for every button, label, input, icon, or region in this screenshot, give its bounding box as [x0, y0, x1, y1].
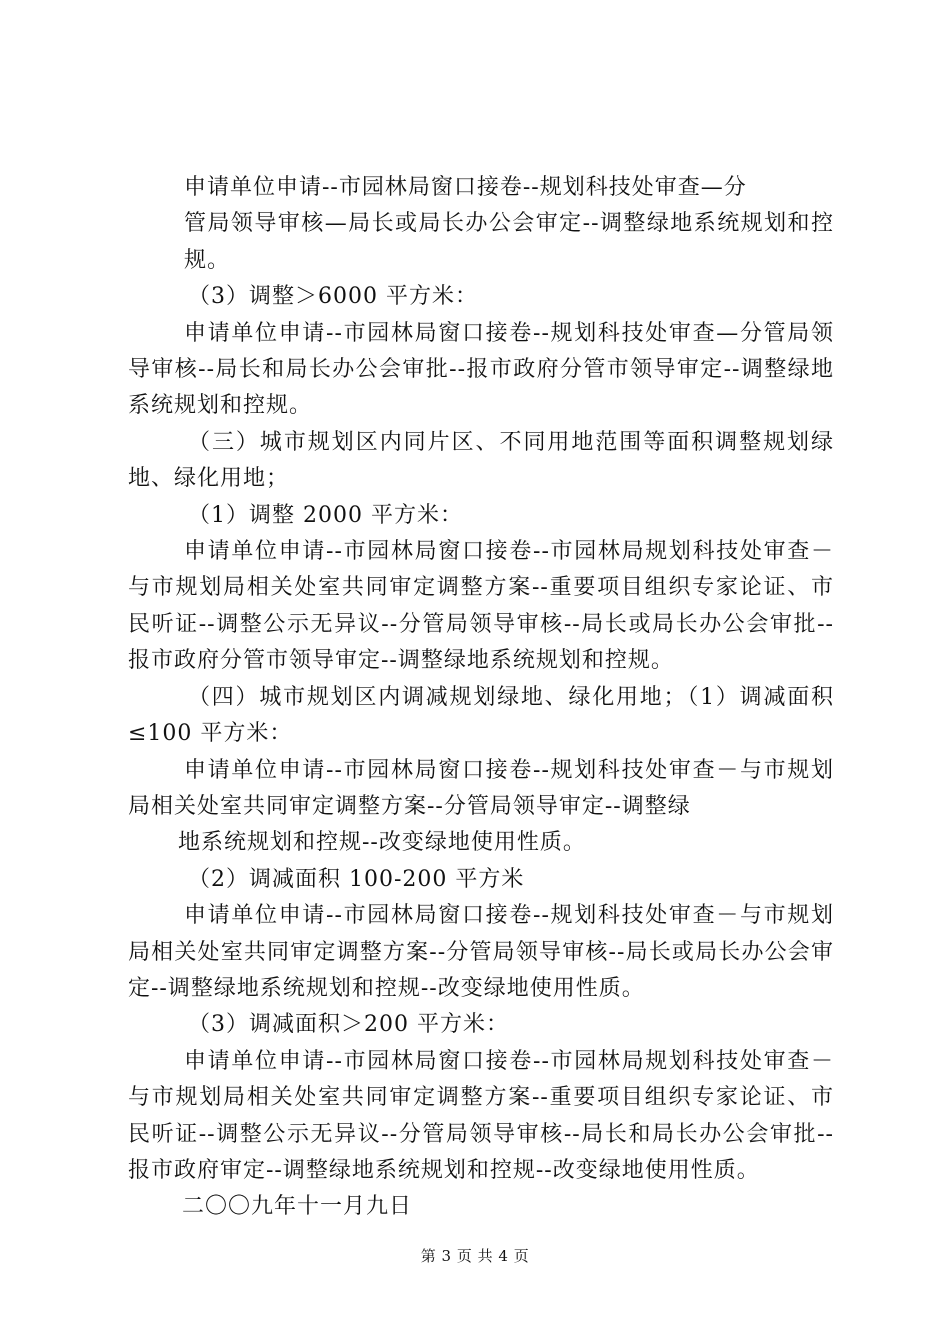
page-number-label: 第 3 页 共 4 页	[420, 1247, 530, 1265]
section-heading: （3）调减面积＞200 平方米：	[188, 1012, 509, 1038]
paragraph: 申请单位申请--市园林局窗口接卷--市园林局规划科技处审查－与市规划局相关处室共同审定调整方案--重要项目组织专家论证、市民听证--调整公示无异议--分管局领导审核--局长或局长办公会审批--报市政府分管市领导审定--调整绿地系统规划和控规。	[128, 539, 834, 674]
paragraph-first-line: 申请单位申请--市园林局窗口接卷--规划科技处审查—分	[184, 175, 747, 200]
paragraph-continuation: 地系统规划和控规--改变绿地使用性质。	[178, 830, 586, 856]
paragraph-continuation: 管局领导审核—局长或局长办公会审定--调整绿地系统规划和控规。	[184, 211, 834, 273]
section-heading: （四）城市规划区内调减规划绿地、绿化用地；（1）调减面积≤100 平方米：	[128, 684, 834, 747]
paragraph: 申请单位申请--市园林局窗口接卷--市园林局规划科技处审查－与市规划局相关处室共同审定调整方案--重要项目组织专家论证、市民听证--调整公示无异议--分管局领导审核--局长和局长办公会审批--报市政府审定--调整绿地系统规划和控规--改变绿地使用性质。	[128, 1048, 834, 1183]
section-heading: （三）城市规划区内同片区、不同用地范围等面积调整规划绿地、绿化用地；	[128, 429, 834, 492]
paragraph: 申请单位申请--市园林局窗口接卷--规划科技处审查－与市规划局相关处室共同审定调整方案--分管局领导审核--局长或局长办公会审定--调整绿地系统规划和控规--改变绿地使用性质。	[128, 903, 834, 1001]
section-heading: （3）调整＞6000 平方米：	[188, 284, 478, 310]
section-heading: （1）调整 2000 平方米：	[188, 502, 463, 528]
paragraph: 申请单位申请--市园林局窗口接卷--规划科技处审查—分管局领导审核--局长和局长办公会审批--报市政府分管市领导审定--调整绿地系统规划和控规。	[128, 320, 834, 419]
paragraph: 申请单位申请--市园林局窗口接卷--规划科技处审查－与市规划局相关处室共同审定调整方案--分管局领导审定--调整绿	[128, 757, 834, 819]
page-footer	[0, 1245, 950, 1266]
document-date: 二〇〇九年十一月九日	[182, 1194, 413, 1220]
document-body	[128, 170, 834, 1226]
section-heading: （2）调减面积 100-200 平方米	[188, 866, 525, 892]
